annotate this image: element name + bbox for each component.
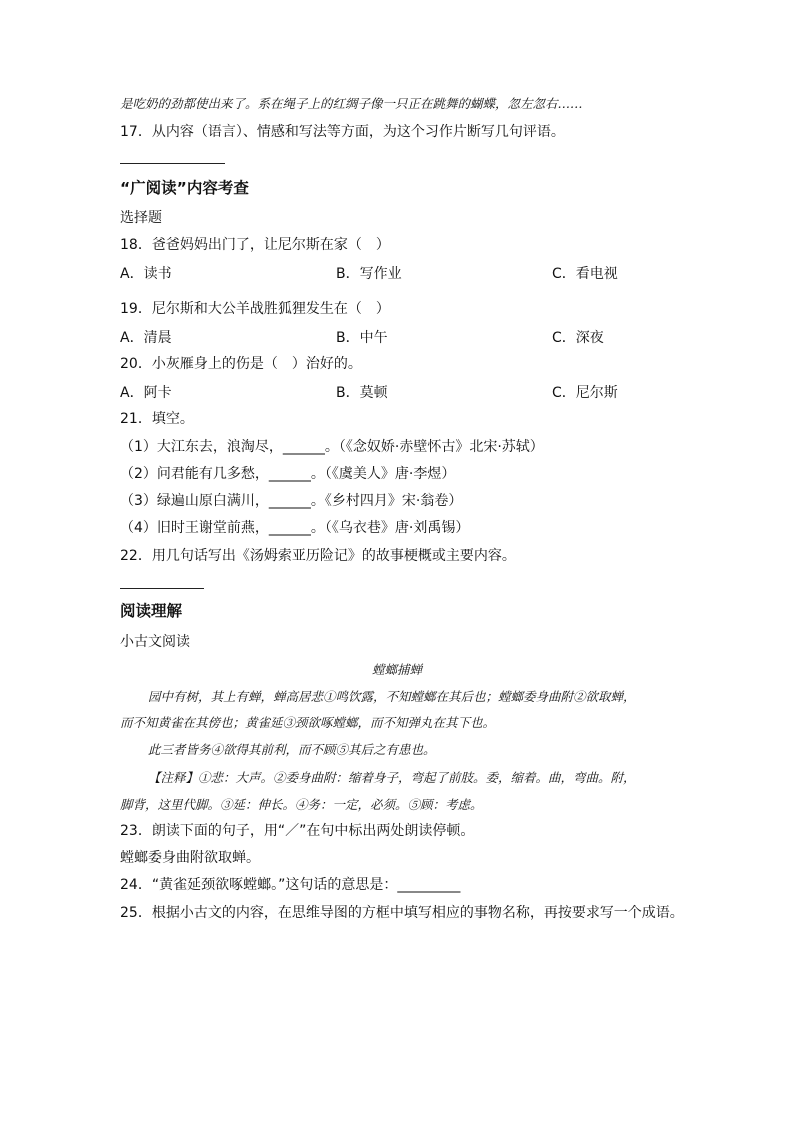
q19-option-b: B．中午 [336, 330, 388, 346]
question-21: 21．填空。 [120, 411, 194, 427]
section-heading-guangyuedu: “广阅读”内容考查 [120, 179, 249, 197]
divider-1 [120, 163, 225, 164]
annotation-line-1: 【注释】①悲：大声。②委身曲附：缩着身子，弯起了前肢。委，缩着。曲，弯曲。附， [148, 770, 636, 785]
question-18: 18．爸爸妈妈出门了，让尼尔斯在家（ ） [120, 237, 390, 253]
q21-item-3: （3）绿遍山原白满川，______。《乡村四月》宋·翁卷） [120, 493, 463, 509]
q20-option-a: A．阿卡 [120, 385, 172, 401]
divider-2 [120, 588, 204, 589]
passage-line-3: 此三者皆务④欲得其前利，而不顾⑤其后之有患也。 [148, 742, 436, 757]
subheading-classical: 小古文阅读 [120, 634, 190, 650]
q19-option-a: A．清晨 [120, 330, 172, 346]
question-23: 23．朗读下面的句子，用“／”在句中标出两处朗读停顿。 [120, 823, 475, 839]
question-25: 25．根据小古文的内容，在思维导图的方框中填写相应的事物名称，再按要求写一个成语。 [120, 905, 684, 921]
top-fragment: 是吃奶的劲都使出来了。系在绳子上的红绸子像一只正在跳舞的蝴蝶，忽左忽右…… [120, 96, 583, 111]
question-24: 24．“黄雀延颈欲啄螳螂。”这句话的意思是：_________ [120, 877, 461, 893]
q20-option-c: C．尼尔斯 [552, 385, 618, 401]
q19-option-c: C．深夜 [552, 330, 604, 346]
q21-item-4: （4）旧时王谢堂前燕，______。（《乌衣巷》唐·刘禹锡） [120, 520, 470, 536]
section-heading-reading: 阅读理解 [120, 602, 183, 620]
q18-option-a: A．读书 [120, 266, 172, 282]
annotation-line-2: 脚背，这里代脚。③延：伸长。④务：一定，必须。⑤顾：考虑。 [120, 797, 483, 812]
question-20: 20．小灰雁身上的伤是（ ）治好的。 [120, 356, 362, 372]
q23-sentence: 螳螂委身曲附欲取蝉。 [120, 850, 260, 866]
question-19: 19．尼尔斯和大公羊战胜狐狸发生在（ ） [120, 301, 390, 317]
passage-title: 螳螂捕蝉 [371, 662, 422, 677]
q21-item-2: （2）问君能有几多愁，______。（《虞美人》唐·李煜） [120, 466, 456, 482]
passage-line-1: 园中有树，其上有蝉，蝉高居悲①鸣饮露，不知螳螂在其后也；螳螂委身曲附②欲取蝉， [148, 689, 636, 704]
q18-option-c: C．看电视 [552, 266, 618, 282]
question-17: 17．从内容（语言）、情感和写法等方面，为这个习作片断写几句评语。 [120, 124, 565, 140]
q20-option-b: B．莫顿 [336, 385, 388, 401]
question-22: 22．用几句话写出《汤姆索亚历险记》的故事梗概或主要内容。 [120, 548, 516, 564]
q21-item-1: （1）大江东去，浪淘尽，______。（《念奴娇·赤壁怀古》北宋·苏轼） [120, 439, 544, 455]
q18-option-b: B．写作业 [336, 266, 402, 282]
passage-line-2: 而不知黄雀在其傍也；黄雀延③颈欲啄螳螂，而不知弹丸在其下也。 [120, 715, 496, 730]
subheading-choice: 选择题 [120, 210, 162, 226]
